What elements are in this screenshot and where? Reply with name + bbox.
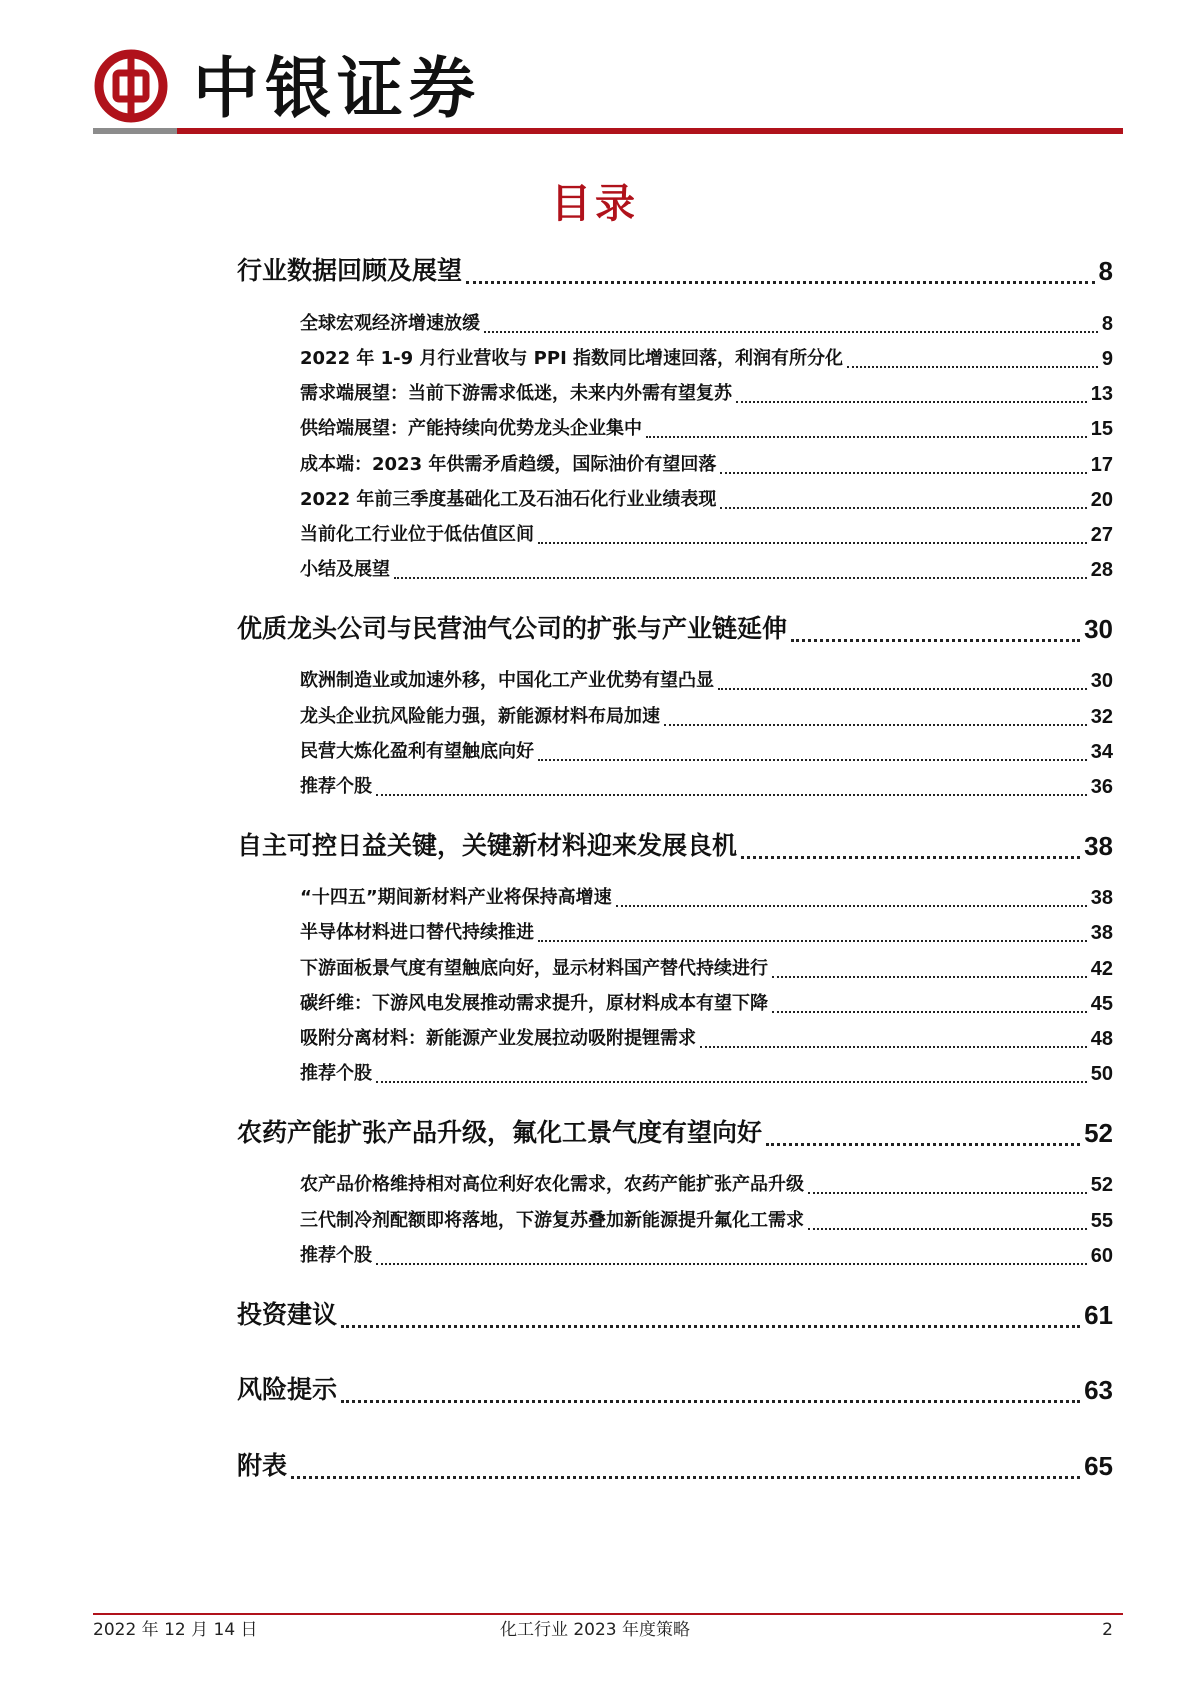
toc-section-title: 农药产能扩张产品升级，氟化工景气度有望向好 [237,1118,763,1147]
toc-item-title: 当前化工行业位于低估值区间 [300,524,534,545]
dot-leader [466,281,1095,284]
toc-item-title: 全球宏观经济增速放缓 [300,313,480,334]
dot-leader [847,366,1098,368]
toc-page-number: 38 [1084,831,1113,861]
dot-leader [772,1011,1087,1013]
toc-page-number: 28 [1090,559,1113,581]
toc-section-title: 优质龙头公司与民营油气公司的扩张与产业链延伸 [237,614,788,643]
toc-item-title: “十四五”期间新材料产业将保持高增速 [300,887,612,908]
toc-section-title: 行业数据回顾及展望 [237,256,463,285]
toc-page-number: 65 [1084,1451,1113,1481]
dot-leader [538,940,1087,942]
dot-leader [720,472,1086,474]
footer-report-title: 化工行业 2023 年度策略 [499,1620,691,1640]
toc-item[interactable] [300,520,1113,550]
dot-leader [646,436,1087,438]
dot-leader [791,639,1080,642]
toc-item-title: 欧洲制造业或加速外移，中国化工产业优势有望凸显 [300,670,714,691]
footer-rule [93,1613,1123,1615]
toc-item-title: 农产品价格维持相对高位利好农化需求，农药产能扩张产品升级 [300,1174,804,1195]
toc-item[interactable] [300,702,1113,732]
toc-item-title: 供给端展望：产能持续向优势龙头企业集中 [300,418,642,439]
toc-item-title: 碳纤维：下游风电发展推动需求提升，原材料成本有望下降 [300,993,768,1014]
toc-item[interactable] [300,1241,1113,1271]
toc-item[interactable] [300,1059,1113,1089]
toc-item-title: 需求端展望：当前下游需求低迷，未来内外需有望复苏 [300,383,732,404]
toc-item-title: 半导体材料进口替代持续推进 [300,922,534,943]
dot-leader [616,905,1087,907]
toc-section-title: 投资建议 [237,1300,338,1329]
toc-page-number: 38 [1090,887,1113,909]
toc-item[interactable] [300,1170,1113,1200]
dot-leader [808,1228,1087,1230]
toc-page-number: 48 [1090,1028,1113,1050]
toc-page-number: 30 [1090,670,1113,692]
toc-item[interactable] [300,666,1113,696]
brand-name: 中银证券 [193,49,481,127]
dot-leader [700,1046,1087,1048]
toc-item[interactable] [300,918,1113,948]
toc-item[interactable] [300,414,1113,444]
toc-item[interactable] [300,954,1113,984]
toc-section[interactable] [237,1370,1113,1410]
toc-page-number: 20 [1090,489,1113,511]
toc-page-number: 17 [1090,454,1113,476]
toc-item-title: 推荐个股 [300,1063,372,1084]
toc-item-title: 2022 年前三季度基础化工及石油石化行业业绩表现 [300,489,717,510]
toc-item[interactable] [300,883,1113,913]
footer-page-number: 2 [1102,1620,1113,1640]
dot-leader [718,688,1087,690]
toc-item[interactable] [300,989,1113,1019]
toc-page-number: 52 [1090,1174,1113,1196]
toc-page-number: 60 [1090,1245,1113,1267]
dot-leader [341,1325,1080,1328]
toc-page-number: 8 [1098,256,1113,286]
toc-section[interactable] [237,609,1113,649]
toc-page-number: 32 [1090,706,1113,728]
toc-item-title: 2022 年 1-9 月行业营收与 PPI 指数同比增速回落，利润有所分化 [300,348,844,369]
toc-item[interactable] [300,737,1113,767]
dot-leader [741,856,1080,859]
toc-page-number: 45 [1090,993,1113,1015]
dot-leader [772,976,1087,978]
toc-item[interactable] [300,772,1113,802]
dot-leader [766,1143,1080,1146]
dot-leader [736,401,1087,403]
dot-leader [808,1192,1087,1194]
toc-item[interactable] [300,555,1113,585]
dot-leader [720,507,1086,509]
toc-item-title: 成本端：2023 年供需矛盾趋缓，国际油价有望回落 [300,454,717,475]
dot-leader [376,794,1087,796]
dot-leader [341,1400,1080,1403]
toc-page-number: 34 [1090,741,1113,763]
toc-page-number: 63 [1084,1375,1113,1405]
toc-section-title: 自主可控日益关键，关键新材料迎来发展良机 [237,831,738,860]
toc-item[interactable] [300,450,1113,480]
toc-page-number: 30 [1084,614,1113,644]
toc-page-number: 50 [1090,1063,1113,1085]
dot-leader [538,759,1087,761]
toc-item-title: 小结及展望 [300,559,390,580]
dot-leader [394,577,1087,579]
dot-leader [664,724,1087,726]
toc-item[interactable] [300,1024,1113,1054]
toc-page-number: 61 [1084,1300,1113,1330]
toc-item-title: 下游面板景气度有望触底向好，显示材料国产替代持续进行 [300,958,768,979]
toc-section[interactable] [237,826,1113,866]
header-rule-gray [93,128,177,134]
bank-of-china-logo-icon [93,48,169,124]
toc-section[interactable] [237,1446,1113,1486]
toc-page-number: 27 [1090,524,1113,546]
toc-item[interactable] [300,1206,1113,1236]
toc-item[interactable] [300,379,1113,409]
report-header [93,40,1123,140]
toc-page-number: 52 [1084,1118,1113,1148]
footer-date: 2022 年 12 月 14 日 [93,1620,258,1640]
toc-section[interactable] [237,1113,1113,1153]
toc-section[interactable] [237,251,1113,291]
toc-page-number: 55 [1090,1210,1113,1232]
toc-item-title: 民营大炼化盈利有望触底向好 [300,741,534,762]
toc-item-title: 龙头企业抗风险能力强，新能源材料布局加速 [300,706,660,727]
toc-section-title: 风险提示 [237,1375,338,1404]
toc-page-number: 13 [1090,383,1113,405]
toc-item[interactable] [300,485,1113,515]
dot-leader [538,542,1087,544]
toc-page-number: 8 [1101,313,1113,335]
toc-page-number: 42 [1090,958,1113,980]
toc-item-title: 推荐个股 [300,1245,372,1266]
toc-page-number: 9 [1101,348,1113,370]
dot-leader [376,1081,1087,1083]
toc-item[interactable] [300,309,1113,339]
toc-title: 目录 [551,180,639,227]
header-rule-red [177,128,1123,134]
toc-section[interactable] [237,1295,1113,1335]
toc-item-title: 三代制冷剂配额即将落地，下游复苏叠加新能源提升氟化工需求 [300,1210,804,1231]
dot-leader [484,331,1098,333]
toc-item-title: 推荐个股 [300,776,372,797]
toc-section-title: 附表 [237,1451,288,1480]
toc-page-number: 15 [1090,418,1113,440]
toc-page-number: 36 [1090,776,1113,798]
dot-leader [291,1476,1080,1479]
dot-leader [376,1263,1087,1265]
toc-page-number: 38 [1090,922,1113,944]
toc-item[interactable] [300,344,1113,374]
toc-item-title: 吸附分离材料：新能源产业发展拉动吸附提锂需求 [300,1028,696,1049]
